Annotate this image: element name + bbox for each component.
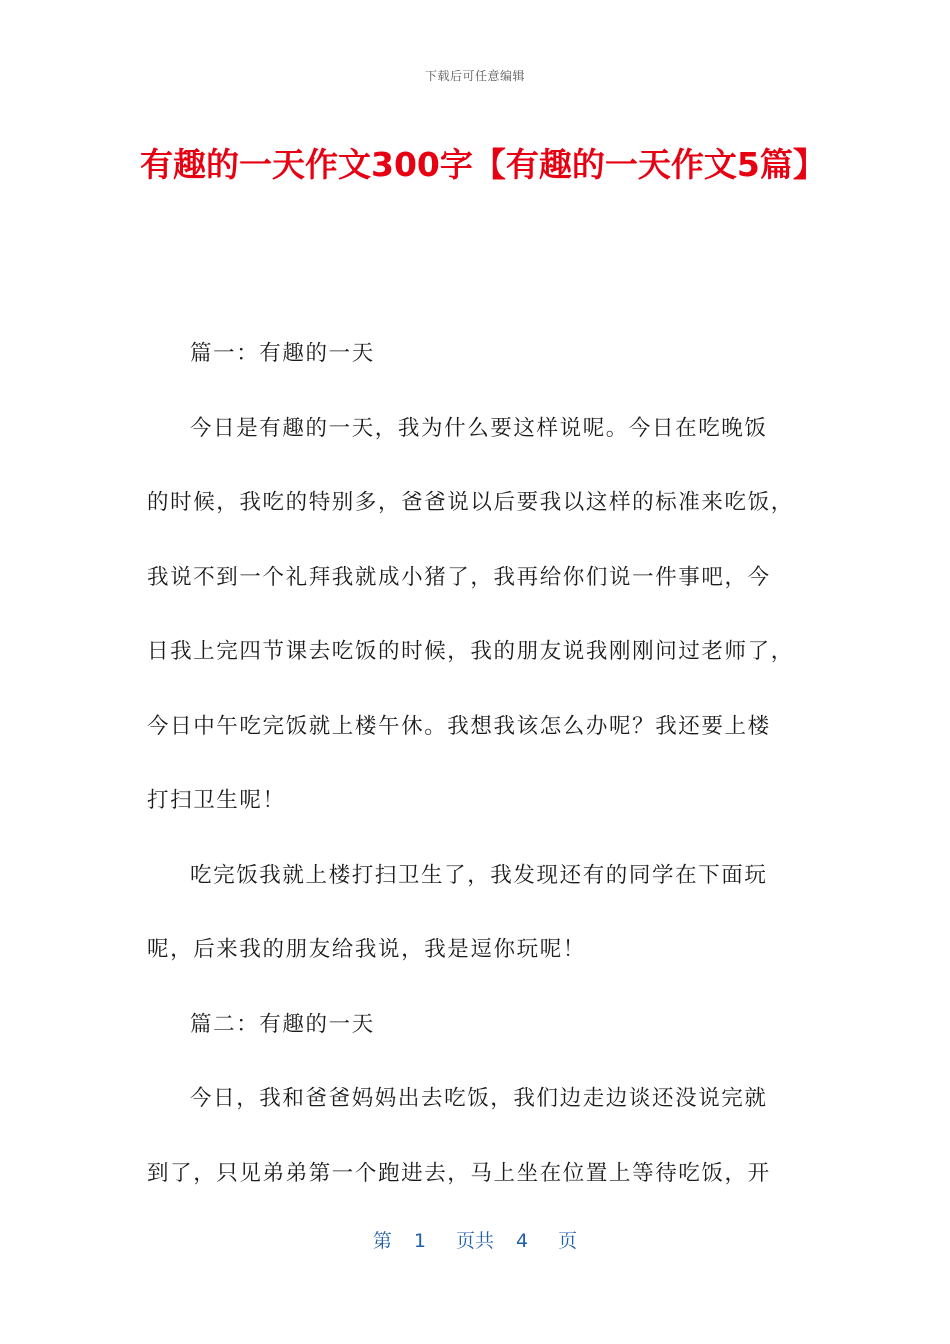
paragraph-line: 到了，只见弟弟第一个跑进去，马上坐在位置上等待吃饭，开 xyxy=(147,1160,771,1186)
footer-prefix: 第 xyxy=(372,1230,392,1252)
paragraph-line: 吃完饭我就上楼打扫卫生了，我发现还有的同学在下面玩 xyxy=(190,862,768,888)
paragraph xyxy=(147,317,807,392)
header-note: 下载后可任意编辑 xyxy=(424,69,525,83)
document-body xyxy=(147,317,807,1211)
paragraph xyxy=(147,839,807,988)
paragraph xyxy=(147,1062,807,1211)
page-footer xyxy=(0,1226,950,1253)
paragraph-line: 日我上完四节课去吃饭的时候，我的朋友说我刚刚问过老师了， xyxy=(147,639,794,664)
paragraph-line: 今日中午吃完饭就上楼午休。我想我该怎么办呢？我还要上楼 xyxy=(147,713,771,739)
paragraph-line: 今日是有趣的一天，我为什么要这样说呢。今日在吃晚饭 xyxy=(190,415,768,441)
footer-page-number: 1 xyxy=(413,1230,426,1252)
paragraph-line: 我说不到一个礼拜我就成小猪了，我再给你们说一件事吧，今 xyxy=(147,564,771,590)
paragraph xyxy=(147,392,807,839)
paragraph-line: 打扫卫生呢！ xyxy=(147,788,286,813)
paragraph-line: 今日，我和爸爸妈妈出去吃饭，我们边走边谈还没说完就 xyxy=(190,1086,768,1111)
document-title: 有趣的一天作文300字【有趣的一天作文5篇】 xyxy=(140,145,826,184)
paragraph-line: 篇一：有趣的一天 xyxy=(190,341,375,366)
footer-total-pages: 4 xyxy=(516,1230,529,1252)
paragraph xyxy=(147,988,807,1063)
footer-middle: 页共 xyxy=(455,1230,494,1252)
paragraph-line: 篇二：有趣的一天 xyxy=(190,1011,375,1037)
paragraph-line: 的时候，我吃的特别多，爸爸说以后要我以这样的标准来吃饭， xyxy=(147,490,794,515)
footer-suffix: 页 xyxy=(558,1230,578,1252)
paragraph-line: 呢，后来我的朋友给我说，我是逗你玩呢！ xyxy=(147,937,586,962)
